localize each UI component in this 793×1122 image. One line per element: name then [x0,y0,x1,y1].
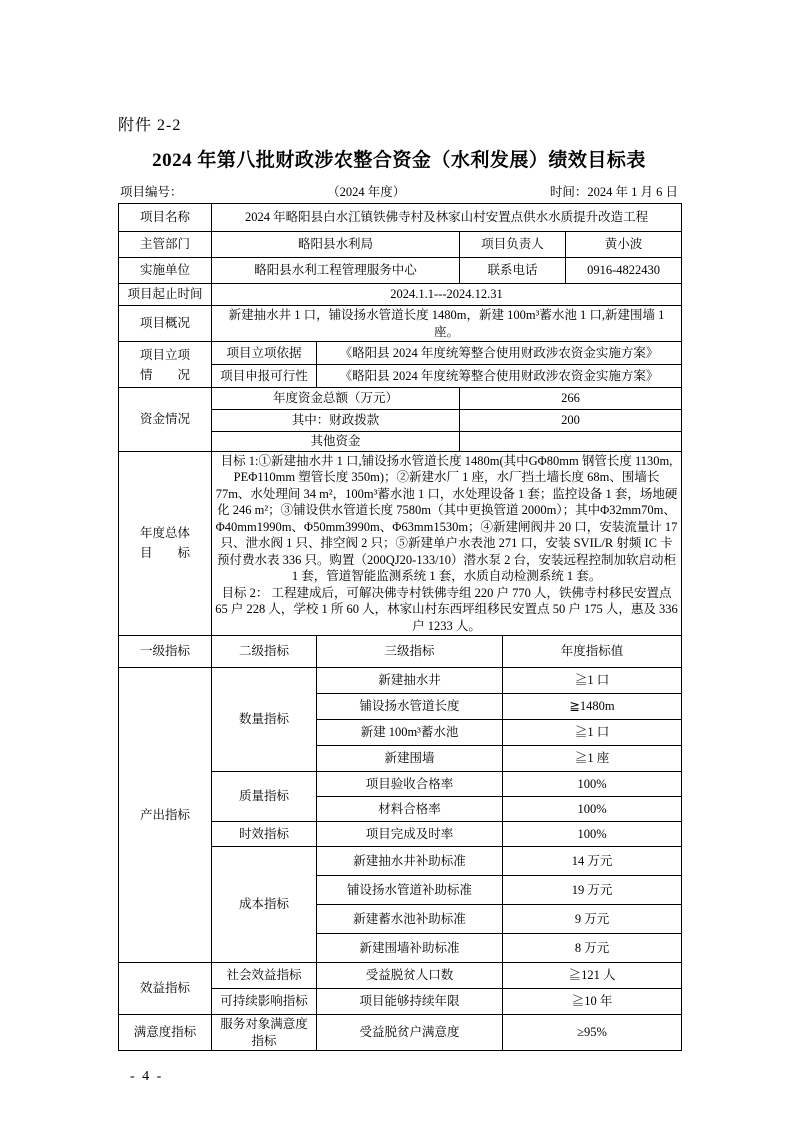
indicator-value: 19 万元 [503,876,682,905]
overview-value: 新建抽水井 1 口，铺设扬水管道长度 1480m，新建 100m³蓄水池 1 口,新建围墙 1 座。 [212,306,682,342]
level2-quality: 质量指标 [212,772,317,822]
annual-goal-label-line1: 年度总体 [139,526,190,541]
period-label: 项目起止时间 [119,284,212,306]
indicator-value: 100% [503,822,682,847]
funds-total-label: 年度资金总额（万元） [212,388,460,410]
indicator-row [119,668,682,694]
level2-social: 社会效益指标 [212,963,317,989]
funds-other-value [460,432,682,452]
project-name-label: 项目名称 [119,204,212,232]
funds-section-label: 资金情况 [119,388,212,452]
phone-value: 0916-4822430 [566,258,682,284]
funds-other-label: 其他资金 [212,432,460,452]
indicator-value: ≧121 人 [503,963,682,989]
annual-goal-para2: 目标 2： 工程建成后，可解决佛寺村铁佛寺组 220 户 770 人，铁佛寺村移民安置点 65 户 228 人，学校 1 所 60 人，林家山村东西坪组移民安置点 50 户 175 人，惠及 336 户 1233 人。 [215,585,678,633]
annual-goal-para1: 目标 1:①新建抽水井 1 口,铺设扬水管道长度 1480m(其中GΦ80mm 钢管长度 1130m, PEΦ110mm 塑管长度 350m)；②新建水厂 1 座，水厂挡土墙长度 68m、围墙长 77m、水处理间 34 m²，100m³蓄水池 1 口，水处理设备 1 套；监控设备 1 套，场地硬化 246 m²；③铺设供水管道长度 7580m（其中更换管道 2000m）；其中Φ32mm70m、Φ40mm1990m、Φ50mm3990m、Φ63mm1530m；④新建闸阀井 20 口，安装流量计 17 只、泄水阀 1 只、排空阀 2 只；⑤新建单户水表池 271 口，安装 SVIL/R 射频 IC 卡预付费水表 336 只。购置（200QJ20-133/10）潜水泵 2 台，安装远程控制加软启动柜 1 套，管道智能监测系统 1 套，水质自动检测系统 1 套。 [215,453,678,583]
indicator-name: 新建围墙补助标准 [317,934,503,963]
indicator-value: ≥95% [503,1015,682,1051]
unit-label: 实施单位 [119,258,212,284]
annual-goal-label [119,451,212,636]
row-funds-total [119,388,682,410]
project-name-value: 2024 年略阳县白水江镇铁佛寺村及林家山村安置点供水水质提升改造工程 [212,204,682,232]
page-title: 2024 年第八批财政涉农整合资金（水利发展）绩效目标表 [152,150,646,171]
indicator-value: 9 万元 [503,905,682,934]
performance-target-table [118,203,682,1051]
attachment-label: 附件 2-2 [118,117,182,134]
level2-quantity: 数量指标 [212,668,317,772]
approval-basis-label: 项目立项依据 [212,342,317,365]
header-level1: 一级指标 [119,636,212,668]
row-period [119,284,682,306]
feasibility-value: 《略阳县 2024 年度统筹整合使用财政涉农资金实施方案》 [317,365,682,388]
indicator-value: ≧1 座 [503,746,682,772]
indicator-value: 100% [503,772,682,797]
approval-label-line1: 项目立项 [139,347,190,362]
row-dept [119,232,682,258]
feasibility-label: 项目申报可行性 [212,365,317,388]
page-number: - 4 - [130,1069,164,1084]
dept-label: 主管部门 [119,232,212,258]
indicator-name: 受益脱贫户满意度 [317,1015,503,1051]
funds-total-value: 266 [460,388,682,410]
indicator-name: 新建蓄水池补助标准 [317,905,503,934]
indicator-row [119,1015,682,1051]
indicator-name: 新建围墙 [317,746,503,772]
indicator-row [119,963,682,989]
indicator-name: 项目验收合格率 [317,772,503,797]
indicator-name: 新建抽水井 [317,668,503,694]
indicator-name: 项目能够持续年限 [317,989,503,1015]
row-indicator-header [119,636,682,668]
indicator-value: 100% [503,797,682,822]
level2-service-satisfaction: 服务对象满意度指标 [212,1015,317,1051]
project-number-label: 项目编号： [120,185,183,199]
indicator-name: 铺设扬水管道长度 [317,694,503,720]
period-value: 2024.1.1---2024.12.31 [212,284,682,306]
funds-fiscal-label: 其中：财政拨款 [212,410,460,432]
header-level2: 二级指标 [212,636,317,668]
indicator-name: 铺设扬水管道补助标准 [317,876,503,905]
row-approval-basis [119,342,682,365]
row-annual-goal [119,451,682,636]
annual-goal-label-line2: 目 标 [139,546,190,561]
indicator-value: ≧1 口 [503,668,682,694]
annual-goal-text [212,451,682,636]
indicator-name: 材料合格率 [317,797,503,822]
indicator-name: 新建 100m³蓄水池 [317,720,503,746]
date-label: 时间：2024 年 1 月 6 日 [549,185,678,199]
indicator-name: 受益脱贫人口数 [317,963,503,989]
indicator-value: 8 万元 [503,934,682,963]
row-project-name [119,204,682,232]
level1-satisfaction: 满意度指标 [119,1015,212,1051]
leader-label: 项目负责人 [460,232,566,258]
fiscal-year-label: （2024 年度） [327,185,406,199]
level2-sustainability: 可持续影响指标 [212,989,317,1015]
row-unit [119,258,682,284]
dept-value: 略阳县水利局 [212,232,460,258]
header-value: 年度指标值 [503,636,682,668]
indicator-value: ≧10 年 [503,989,682,1015]
indicator-value: ≧1480m [503,694,682,720]
approval-label-line2: 情 况 [139,367,190,382]
overview-label: 项目概况 [119,306,212,342]
unit-value: 略阳县水利工程管理服务中心 [212,258,460,284]
phone-label: 联系电话 [460,258,566,284]
level2-cost: 成本指标 [212,847,317,963]
level2-timeliness: 时效指标 [212,822,317,847]
leader-value: 黄小波 [566,232,682,258]
level1-benefit: 效益指标 [119,963,212,1015]
indicator-value: 14 万元 [503,847,682,876]
indicator-name: 项目完成及时率 [317,822,503,847]
funds-fiscal-value: 200 [460,410,682,432]
header-level3: 三级指标 [317,636,503,668]
row-overview [119,306,682,342]
approval-section-label [119,342,212,388]
indicator-name: 新建抽水井补助标准 [317,847,503,876]
approval-basis-value: 《略阳县 2024 年度统筹整合使用财政涉农资金实施方案》 [317,342,682,365]
meta-row [120,182,678,200]
level1-output: 产出指标 [119,668,212,963]
indicator-value: ≧1 口 [503,720,682,746]
